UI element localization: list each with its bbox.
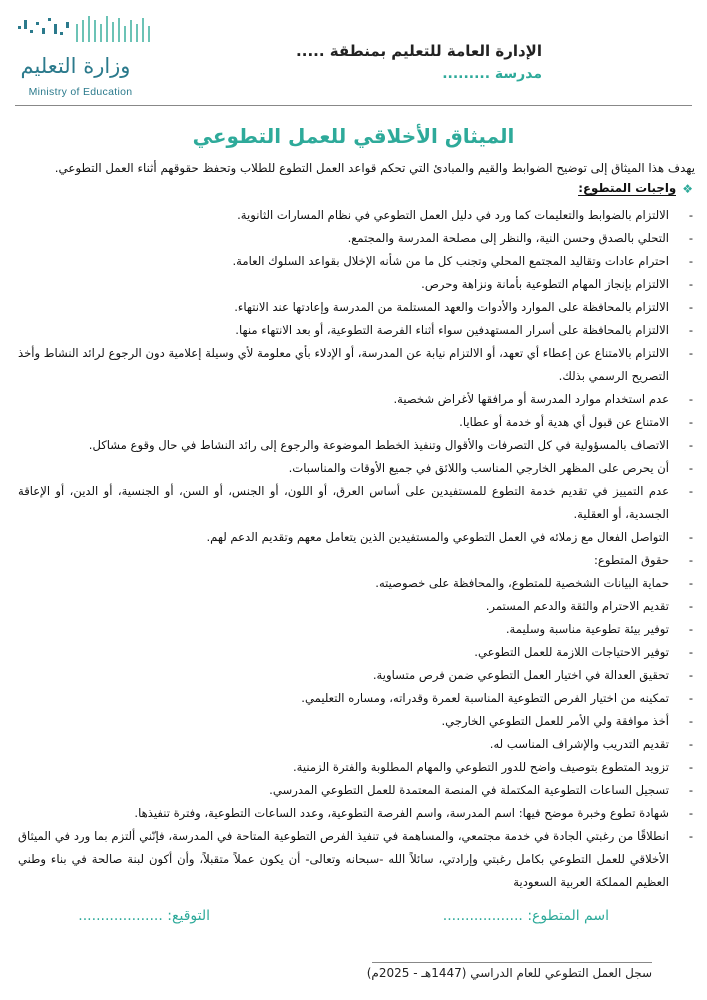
list-item-text: تسجيل الساعات التطوعية المكتملة في المنصة المعتمدة للعمل التطوعي المدرسي. — [269, 783, 669, 797]
footer-divider — [372, 962, 652, 963]
list-item-text: شهادة تطوع وخبرة موضح فيها: اسم المدرسة، واسم الفرصة التطوعية، وعدد الساعات التطوعية، وفترة تنفيذها. — [134, 806, 669, 820]
list-item — [18, 687, 693, 710]
dash-bullet-icon: - — [688, 806, 693, 820]
list-item-text: عدم استخدام موارد المدرسة أو مرافقها لأغراض شخصية. — [393, 392, 669, 406]
list-item-text: الاتصاف بالمسؤولية في كل التصرفات والأقوال وتنفيذ الخطط الموضوعة والرجوع إلى رائد النشاط في حال وقوع مشاكل. — [88, 438, 669, 452]
list-item-text: أخذ موافقة ولي الأمر للعمل التطوعي الخارجي. — [441, 714, 669, 728]
dash-bullet-icon: - — [688, 760, 693, 774]
list-item — [18, 319, 693, 342]
list-item-text: توفير الاحتياجات اللازمة للعمل التطوعي. — [474, 645, 669, 659]
list-item-text: الالتزام بالمحافظة على الموارد والأدوات والعهد المستلمة من المدرسة وإعادتها عند الانتهاء. — [234, 300, 669, 314]
signature-label: التوقيع: — [167, 908, 210, 924]
dash-bullet-icon: - — [688, 300, 693, 314]
list-item — [18, 664, 693, 687]
dash-bullet-icon: - — [688, 323, 693, 337]
volunteer-name-field[interactable] — [443, 908, 609, 924]
dash-bullet-icon: - — [688, 208, 693, 222]
list-item-text: الامتناع عن قبول أي هدية أو خدمة أو عطايا. — [459, 415, 669, 429]
list-item — [18, 710, 693, 733]
dash-bullet-icon: - — [688, 714, 693, 728]
list-item-text: تزويد المتطوع بتوصيف واضح للدور التطوعي والمهام المطلوبة والفترة الزمنية. — [292, 760, 669, 774]
logo-english-text: Ministry of Education — [28, 86, 133, 98]
dash-bullet-icon: - — [688, 438, 693, 452]
volunteer-name-label: اسم المتطوع: — [527, 908, 609, 924]
duties-heading-label: واجبات المتطوع: — [578, 181, 677, 195]
ministry-logo — [18, 10, 198, 100]
list-item-text: تقديم التدريب والإشراف المناسب له. — [489, 737, 669, 751]
list-item — [18, 227, 693, 250]
list-item — [18, 526, 693, 549]
volunteer-name-dots: .................. — [442, 908, 523, 924]
charter-list — [18, 204, 693, 894]
list-item — [18, 411, 693, 434]
intro-paragraph: يهدف هذا الميثاق إلى توضيح الضوابط والقيم والمبادئ التي تحكم قواعد العمل التطوع للطلاب وتحفظ حقوقهم أثناء العمل التطوعي. — [54, 161, 695, 175]
dash-bullet-icon: - — [688, 231, 693, 245]
list-item — [18, 434, 693, 457]
list-item-text: الالتزام بالضوابط والتعليمات كما ورد في دليل العمل التطوعي في نظام المسارات الثانوية. — [237, 208, 669, 222]
dash-bullet-icon: - — [688, 484, 693, 498]
signature-field[interactable] — [78, 908, 210, 924]
list-item-text: الالتزام بإنجاز المهام التطوعية بأمانة ونزاهة وحرص. — [421, 277, 669, 291]
dash-bullet-icon: - — [688, 461, 693, 475]
list-item-text: حماية البيانات الشخصية للمتطوع، والمحافظة على خصوصيته. — [375, 576, 669, 590]
dash-bullet-icon: - — [688, 346, 693, 360]
list-item — [18, 733, 693, 756]
list-item — [18, 296, 693, 319]
list-item-text: تحقيق العدالة في اختيار العمل التطوعي ضمن فرص متساوية. — [372, 668, 669, 682]
list-item — [18, 756, 693, 779]
dash-bullet-icon: - — [688, 783, 693, 797]
school-label: مدرسة ......... — [442, 66, 542, 82]
list-item — [18, 342, 693, 388]
list-item-text: التحلي بالصدق وحسن النية، والنظر إلى مصلحة المدرسة والمجتمع. — [347, 231, 669, 245]
list-item-text: حقوق المتطوع: — [594, 553, 669, 567]
logo-dots-icon — [18, 10, 158, 54]
dash-bullet-icon: - — [688, 277, 693, 291]
list-item — [18, 388, 693, 411]
page-title: الميثاق الأخلاقي للعمل التطوعي — [192, 124, 515, 148]
admin-region-label: الإدارة العامة للتعليم بمنطقة ..... — [296, 42, 542, 60]
list-item-text: احترام عادات وتقاليد المجتمع المحلي وتجنب كل ما من شأنه الإخلال بقواعد السلوك العامة. — [232, 254, 669, 268]
list-item-text: تمكينه من اختيار الفرص التطوعية المناسبة لعمرة وقدراته، ومساره التعليمي. — [301, 691, 669, 705]
list-item — [18, 204, 693, 227]
dash-bullet-icon: - — [688, 254, 693, 268]
dash-bullet-icon: - — [688, 691, 693, 705]
list-item — [18, 457, 693, 480]
dash-bullet-icon: - — [688, 599, 693, 613]
list-item-text: الالتزام بالامتناع عن إعطاء أي تعهد، أو الالتزام نيابة عن المدرسة، أو الإدلاء بأي معلومة لأي وسيلة إعلامية دون الرجوع لرائد النشاط وأخذ التصريح الرسمي بذلك. — [18, 346, 669, 383]
list-item — [18, 549, 693, 572]
dash-bullet-icon: - — [688, 415, 693, 429]
dash-bullet-icon: - — [688, 530, 693, 544]
list-item — [18, 480, 693, 526]
dash-bullet-icon: - — [688, 553, 693, 567]
list-item-text: أن يحرص على المظهر الخارجي المناسب واللائق في جميع الأوقات والمناسبات. — [288, 461, 669, 475]
list-item — [18, 572, 693, 595]
header-divider — [15, 105, 692, 106]
logo-arabic-text: وزارة التعليم — [20, 54, 131, 78]
dash-bullet-icon: - — [688, 392, 693, 406]
dash-bullet-icon: - — [688, 645, 693, 659]
dash-bullet-icon: - — [688, 576, 693, 590]
list-item — [18, 250, 693, 273]
list-item-text: انطلاقًا من رغبتي الجادة في خدمة مجتمعي، والمساهمة في تنفيذ الفرص التطوعية المتاحة في المدرسة، فإنّني ألتزم بما ورد في الميثاق الأخلاقي للعمل التطوعي بكامل رغبتي وإرادتي، سائلاً الله -سبحانه وتعالى- أن يكون عملاً متقبلاً، وأن أكون لبنة صالحة في بناء وطني العظيم المملكة العربية السعودية — [18, 829, 669, 889]
list-item — [18, 779, 693, 802]
list-item-text: تقديم الاحترام والثقة والدعم المستمر. — [485, 599, 669, 613]
dash-bullet-icon: - — [688, 668, 693, 682]
list-item-text: التواصل الفعال مع زملائه في العمل التطوعي والمستفيدين الذين يتعامل معهم وتقديم الدعم لهم. — [206, 530, 669, 544]
diamond-bullet-icon: ❖ — [682, 181, 693, 196]
list-item — [18, 825, 693, 894]
list-item-text: الالتزام بالمحافظة على أسرار المستهدفين سواء أثناء الفرصة التطوعية، أو بعد الانتهاء منها. — [235, 323, 669, 337]
list-item — [18, 641, 693, 664]
dash-bullet-icon: - — [688, 737, 693, 751]
signature-dots: ................... — [78, 908, 163, 924]
list-item — [18, 273, 693, 296]
dash-bullet-icon: - — [688, 829, 693, 843]
list-item — [18, 595, 693, 618]
footer-text: سجل العمل التطوعي للعام الدراسي (1447هـ - 2025م) — [366, 966, 652, 980]
dash-bullet-icon: - — [688, 622, 693, 636]
list-item-text: عدم التمييز في تقديم خدمة التطوع للمستفيدين على أساس العرق، أو اللون، أو الجنس، أو السن، أو الجنسية، أو الدين، أو الإعاقة الجسدية، أو العقلية. — [18, 484, 669, 521]
list-item-text: توفير بيئة تطوعية مناسبة وسليمة. — [505, 622, 669, 636]
list-item — [18, 802, 693, 825]
header-text — [296, 42, 542, 82]
list-item — [18, 618, 693, 641]
duties-heading — [578, 181, 693, 196]
